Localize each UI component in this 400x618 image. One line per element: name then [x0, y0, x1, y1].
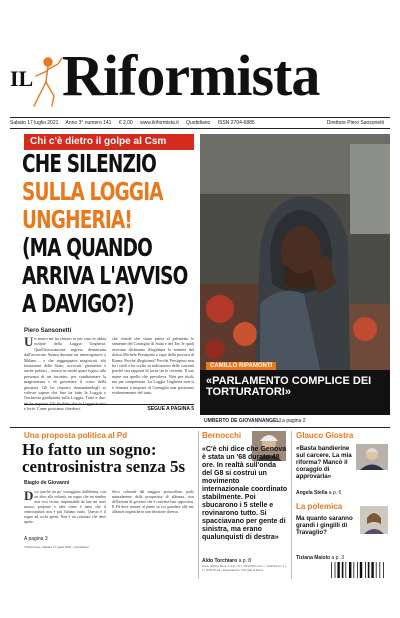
issn: ISSN 2704-6885 — [217, 120, 255, 126]
bernocchi-kicker: Bernocchi — [202, 431, 242, 440]
director: Direttore Piero Sansonetti — [326, 120, 384, 126]
masthead-prefix: IL — [10, 66, 34, 91]
photo-illustration — [200, 134, 390, 370]
bernocchi-quote[interactable]: «C'è chi dice che Genova è stata un '68 durato 48 ore. In realtà sull'onda del G8 si costruì un movimento internazionale coordinato stabilmente. Poi sbucarono i 5 stelle e rovinarono tutto. Si spacciavano per gente di sinistra, ma erano qualunquisti di destra» — [202, 446, 288, 541]
lead-headline[interactable] — [22, 150, 202, 318]
proposta-title[interactable]: Ho fatto un sogno: centrosinistra senza 5s — [22, 440, 186, 476]
barcode-icon — [330, 562, 388, 580]
masthead-title: Riformista — [62, 43, 320, 108]
riformista-figure-logo-icon — [28, 54, 64, 108]
photo-person-name: CAMILLO RIPAMONTI — [206, 362, 276, 370]
lead-body-col2: che chiede che siano primi al gabinetto le sentenze del Consiglio di Stato e del Tar, le quali avevano dichiarato illegittima la nomina del dottor Michele Prestipino a capo della procura di Roma. Perché illegittima? Perché Prestipino non ha i titoli e ha scelto su indicazioni delle correnti perché sua rapporti di forza tra le correnti. Il suo nome era quello che prevaleva. Non per titoli, ma per competenze. La Loggia Ungheria non si è fermata a imporre al Consiglio una posizione evidentemente del tutto. — [112, 336, 194, 396]
frequency: Quotidiano — [186, 120, 211, 126]
polemica-author: Tiziana Maiolo a p. 3 — [296, 555, 344, 561]
photo-caption[interactable] — [200, 363, 390, 415]
lead-continue-link[interactable]: SEGUE A PAGINA 5 — [24, 404, 194, 412]
proposta-byline: Biagio de Giovanni — [24, 480, 70, 486]
headline-line: A DAVIGO?) — [22, 289, 134, 318]
issue-date: Sabato 17 luglio 2021 — [10, 120, 59, 126]
proposta-footnote: Il Riformista • Sabato 17 luglio 2021 • Quotidiano — [24, 545, 89, 549]
legal-notice: Poste Italiane Sped. in A.P. • D.L. 353/2003 conv. L. 46/2004 art. 1 c. 1 • DCB Roma • Registrazione Tribunale di Roma — [202, 564, 287, 572]
proposta-kicker: Una proposta politica al Pd — [24, 431, 128, 440]
site-link[interactable]: www.ilriformista.it — [140, 120, 179, 126]
headline-line: SULLA LOGGIA — [22, 177, 163, 206]
headline-line: (MA QUANDO — [22, 233, 152, 262]
glauco-kicker: Glauco Giostra — [296, 431, 354, 440]
photo-quote: «PARLAMENTO COMPLICE DEI TORTURATORI» — [206, 375, 372, 398]
masthead — [10, 44, 390, 118]
proposta-body-col2: Stico culturale dal maggior protocollare, parlo naturalmente della prospettiva di alleanza, non dell'azione di governo che è costretta fuor oppositori. Il Pd deve mutare al punto in cui guardare alle sue alleanze organiche in una direzione diversa. — [112, 490, 194, 514]
proposta-page-link[interactable]: A pagina 3 — [24, 536, 48, 542]
info-bar — [10, 117, 390, 129]
lead-kicker: Chi c'è dietro il golpe al Csm — [24, 134, 194, 150]
issue-price: € 2,00 — [118, 120, 133, 126]
headline-line: ARRIVA L'AVVISO — [22, 261, 188, 290]
lead-photo[interactable] — [200, 134, 390, 370]
lead-body-col1: Un amico mi ha chiesto se per caso io abbia notizie della Loggia Ungheria. Quell'associazione segreta denunciata dall'avvocato Amara durante un interrogatorio a Milano – e che raggruppava magistrati, alti funzionari dello Stato, avvocati, giornalisti e anche politici – mossa in modo quasi logico alla presenza di un incontro, per condizionare la magistratura e di governare il corso della giustizia. Gli ho risposto domandandogli se volesse sapere che fine ha fatto la Loggia o l'inchiesta giudiziaria sulla Loggia. Tutte e due, mi ha risposto. Gli ho detto che la Loggia è viva e forte. Come possiamo chiederci. — [24, 334, 106, 412]
glauco-photo — [356, 444, 388, 470]
column-divider — [291, 431, 292, 579]
headline-line: UNGHERIA! — [22, 205, 132, 234]
bernocchi-author: Aldo Torchiaro a p. 8 — [202, 558, 252, 564]
headline-line: CHE SILENZIO — [22, 149, 156, 178]
glauco-author: Angela Stella a p. 6 — [296, 490, 342, 496]
glauco-quote[interactable]: «Basta bandierine sul carcere. La mia riforma? Mancò il coraggio di approvarla» — [296, 445, 352, 480]
lead-byline: Piero Sansonetti — [24, 328, 72, 334]
polemica-kicker: La polemica — [296, 502, 343, 511]
section-divider — [10, 427, 390, 428]
photo-author: UMBERTO DE GIOVANNANGELI a pagina 2 — [204, 418, 306, 424]
proposta-body — [24, 490, 194, 532]
proposta-body-col1: Dico perché un po' scoraggiato dall'ultima, con un altro alla volontà, un sogno che mi sembra mai così vicino, impensabile da fare mi sono mosso, proposte e idee come è tanto che il centrosinistra non è più l'ultimo ruolo. Questo è il sogno ad occhi aperti. Non è un comitato che deve aprire. — [24, 488, 106, 524]
issue-number: Anno 3° numero 141 — [65, 120, 112, 126]
column-divider — [198, 431, 199, 579]
proposta-dropcap: D — [24, 488, 34, 503]
polemica-photo — [360, 506, 388, 534]
lead-dropcap: U — [24, 334, 34, 349]
polemica-headline[interactable]: Ma quanto saranno grandi i gingilli di Travaglio? — [296, 515, 353, 536]
